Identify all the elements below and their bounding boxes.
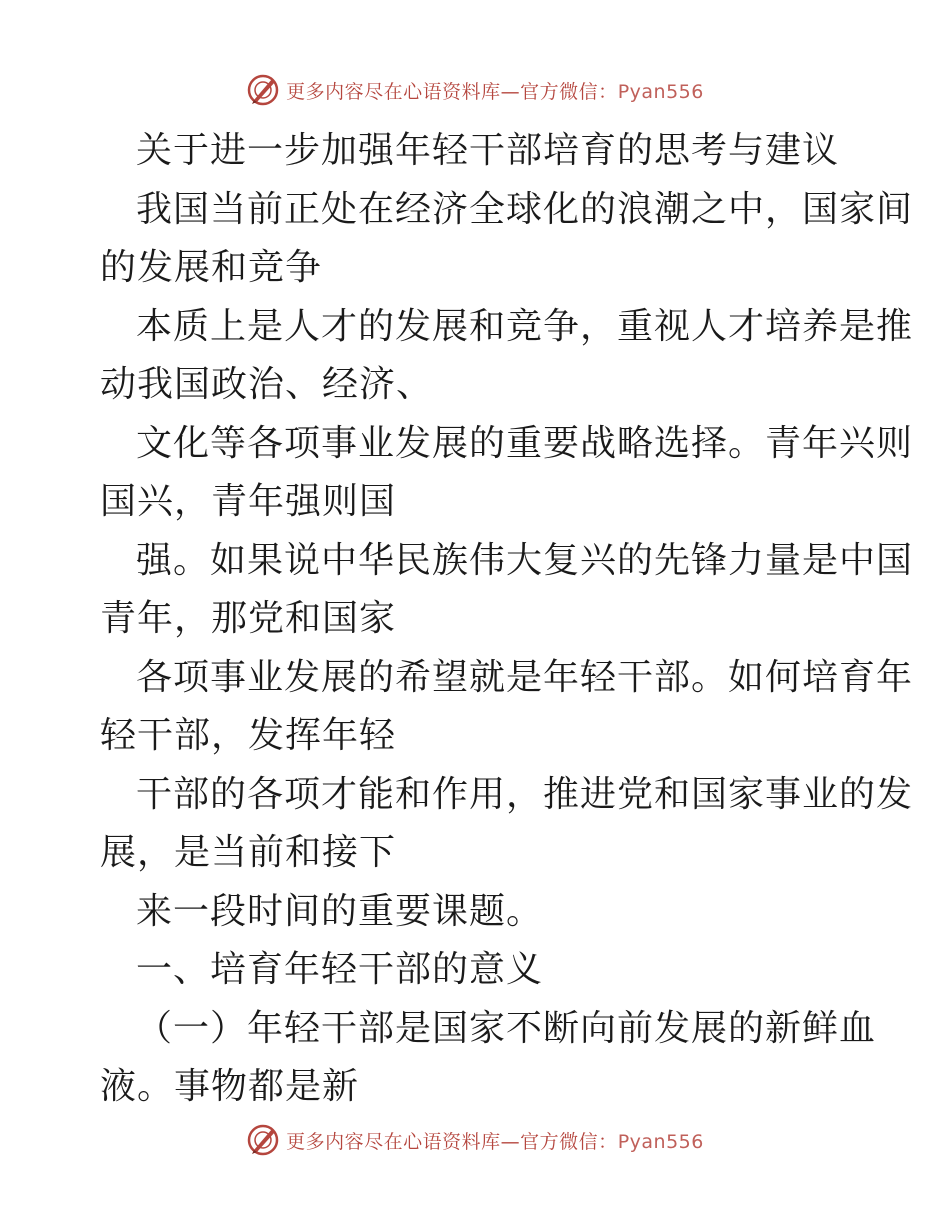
paragraph-line: 国兴，青年强则国	[100, 481, 397, 522]
watermark-contact-label: 官方微信：	[520, 1130, 618, 1153]
paragraph-line: 我国当前正处在经济全球化的浪潮之中，国家间	[136, 188, 914, 230]
watermark-contact-id: Pyan556	[617, 80, 704, 103]
paragraph-line: 强。如果说中华民族伟大复兴的先锋力量是中国	[136, 539, 914, 581]
watermark-separator: —	[500, 80, 521, 103]
footer-watermark-banner	[0, 1122, 950, 1158]
paragraph-line: 干部的各项才能和作用，推进党和国家事业的发	[136, 773, 914, 815]
watermark-contact-label: 官方微信：	[520, 80, 618, 103]
document-body	[100, 122, 914, 1117]
paragraph-line: 动我国政治、经济、	[100, 364, 434, 405]
watermark-main-text: 更多内容尽在心语资料库	[286, 80, 501, 103]
header-watermark-banner	[0, 72, 950, 108]
paragraph-line: 液。事物都是新	[100, 1066, 360, 1107]
paragraph-line: 文化等各项事业发展的重要战略选择。青年兴则	[136, 422, 914, 464]
watermark-text	[286, 1127, 704, 1154]
document-title: 关于进一步加强年轻干部培育的思考与建议	[136, 130, 840, 171]
pen-circle-logo-icon	[246, 73, 280, 107]
paragraph-line: 轻干部，发挥年轻	[100, 715, 397, 756]
paragraph-line: 本质上是人才的发展和竞争，重视人才培养是推	[136, 305, 914, 347]
paragraph-line: 各项事业发展的希望就是年轻干部。如何培育年	[136, 656, 914, 698]
watermark-text	[286, 77, 704, 104]
paragraph-line: 展，是当前和接下	[100, 832, 397, 873]
watermark-main-text: 更多内容尽在心语资料库	[286, 1130, 501, 1153]
pen-circle-logo-icon	[246, 1123, 280, 1157]
paragraph-line: 来一段时间的重要课题。	[136, 890, 544, 932]
watermark-separator: —	[500, 1130, 521, 1153]
paragraph-line: 的发展和竞争	[100, 247, 323, 288]
subsection-heading: （一）年轻干部是国家不断向前发展的新鲜血	[136, 1007, 877, 1049]
paragraph-line: 青年，那党和国家	[100, 598, 397, 639]
watermark-contact-id: Pyan556	[617, 1130, 704, 1153]
section-heading: 一、培育年轻干部的意义	[136, 949, 544, 990]
